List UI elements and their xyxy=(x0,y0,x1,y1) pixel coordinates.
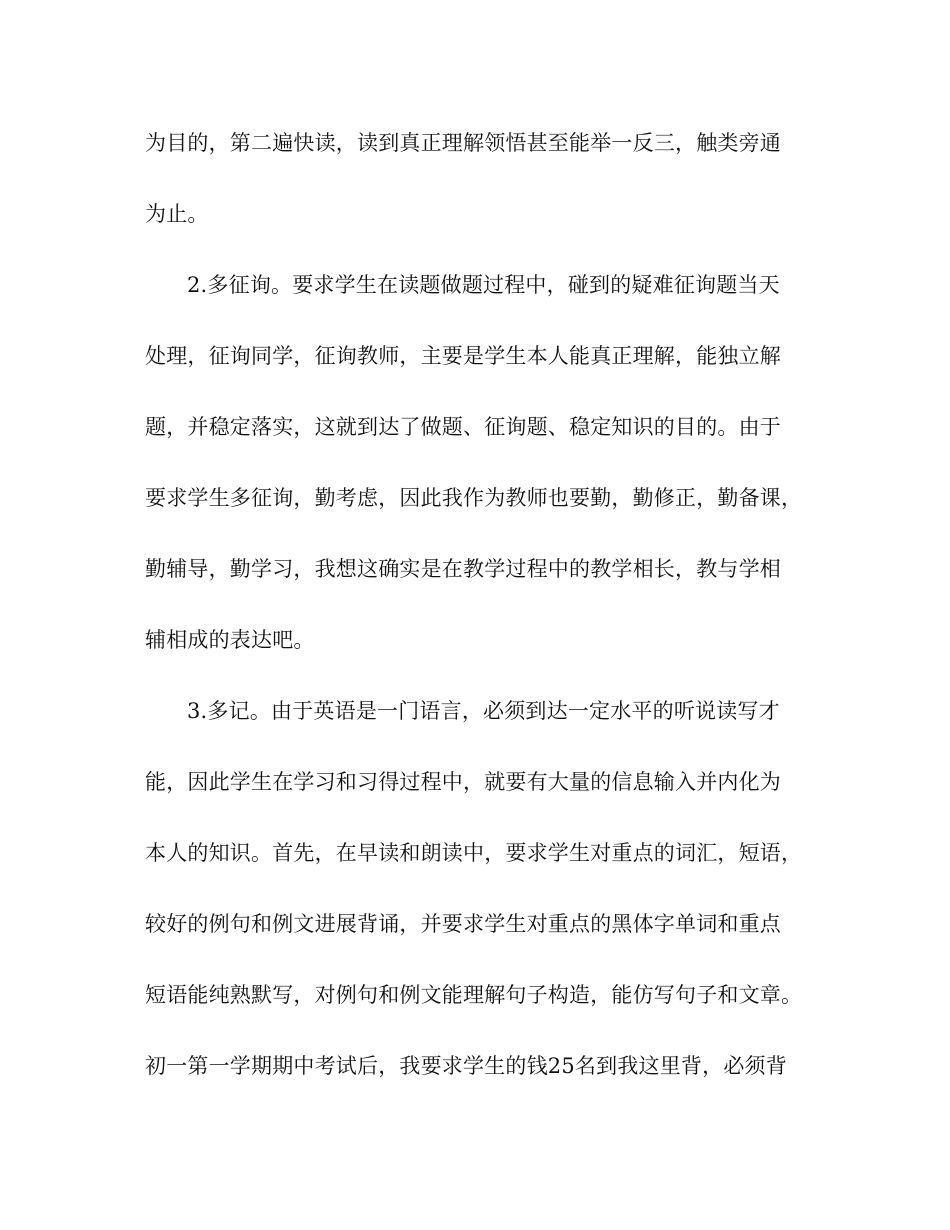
text-line-7: 勤辅导，勤学习，我想这确实是在教学过程中的教学相长，教与学相 xyxy=(145,557,781,581)
text-line-6: 要求学生多征询，勤考虑，因此我作为教师也要勤，勤修正，勤备课， xyxy=(145,486,803,510)
text-line-2: 为止。 xyxy=(145,202,209,226)
body-text xyxy=(145,118,813,1112)
text-line-9-item-3: 3.多记。由于英语是一门语言，必须到达一定水平的听说读写才 xyxy=(187,699,780,723)
text-line-10: 能，因此学生在学习和习得过程中，就要有大量的信息输入并内化为 xyxy=(145,770,781,794)
text-line-3-item-2: 2.多征询。要求学生在读题做题过程中，碰到的疑难征询题当天 xyxy=(187,273,780,297)
text-line-1: 为目的，第二遍快读，读到真正理解领悟甚至能举一反三，触类旁通 xyxy=(145,131,781,155)
text-line-4: 处理，征询同学，征询教师，主要是学生本人能真正理解，能独立解 xyxy=(145,344,781,368)
text-line-13: 短语能纯熟默写，对例句和例文能理解句子构造，能仿写句子和文章。 xyxy=(145,983,803,1007)
text-line-12: 较好的例句和例文进展背诵，并要求学生对重点的黑体字单词和重点 xyxy=(145,912,781,936)
text-line-14: 初一第一学期期中考试后，我要求学生的钱25名到我这里背，必须背 xyxy=(145,1054,787,1078)
text-line-5: 题，并稳定落实，这就到达了做题、征询题、稳定知识的目的。由于 xyxy=(145,415,781,439)
text-line-8: 辅相成的表达吧。 xyxy=(145,628,315,652)
text-line-11: 本人的知识。首先，在早读和朗读中，要求学生对重点的词汇，短语， xyxy=(145,841,803,865)
